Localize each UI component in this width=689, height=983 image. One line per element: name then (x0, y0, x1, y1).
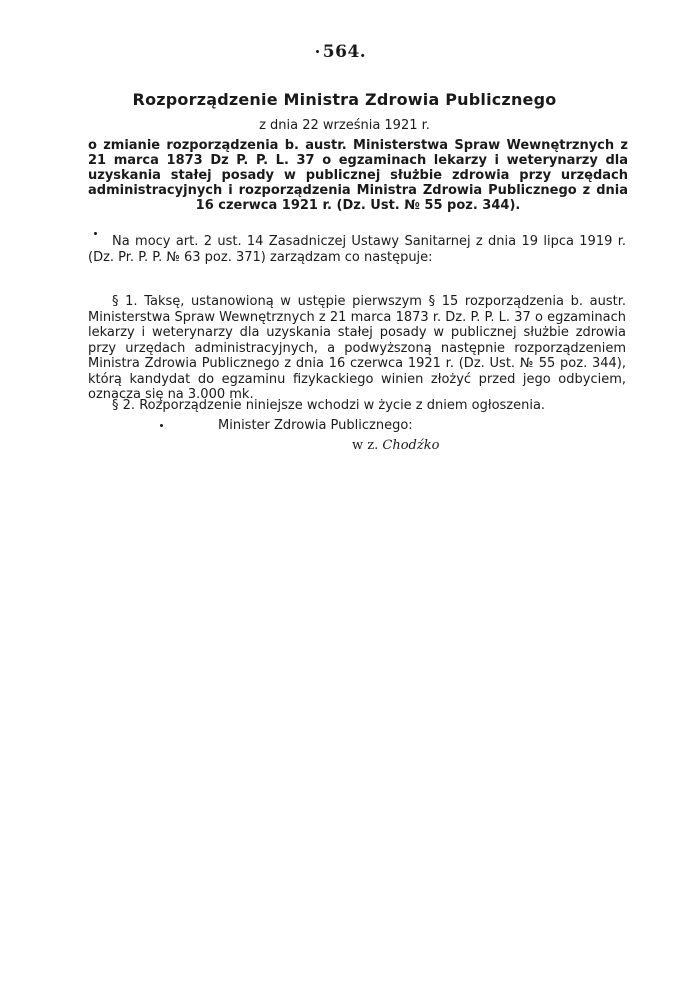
page-number: 564. (322, 42, 367, 62)
preamble-paragraph: Na mocy art. 2 ust. 14 Zasadniczej Ustawy Sanitarnej z dnia 19 lipca 1919 r. (Dz. Pr. P. P. № 63 poz. 371) zarządzam co następuje: (88, 234, 626, 265)
signature-prefix: w z. (352, 438, 379, 453)
signature-name: Chodźko (382, 438, 440, 453)
section-2 (88, 398, 626, 414)
section-text: Taksę, ustanowioną w ustępie pierwszym § 15 rozporządzenia b. austr. Ministerstwa Spraw Wewnętrznych z 21 marca 1873 r. Dz. P. P. L. 37 o egzaminach lekarzy i weterynarzy dla uzyskania stałej posady w publicznej służbie zdrowia przy urzędach administracyjnych, a podwyższoną następnie rozporządzeniem Ministra Zdrowia Publicznego z dnia 16 czerwca 1921 r. (Dz. Ust. № 55 poz. 344), którą kandydat do egzaminu fizykackiego winien złożyć przed jego odbyciem, oznacza się na 3.000 mk. (88, 294, 626, 402)
section-number: § 1. (112, 294, 138, 309)
ink-speck (160, 424, 163, 427)
section-number: § 2. (112, 398, 136, 413)
signature-block (352, 438, 439, 453)
signature-title: Minister Zdrowia Publicznego: (218, 418, 413, 433)
document-title: Rozporządzenie Ministra Zdrowia Publicznego (132, 90, 557, 109)
section-text: Rozporządzenie niniejsze wchodzi w życie z dniem ogłoszenia. (139, 398, 546, 413)
section-1 (88, 294, 626, 403)
document-date: z dnia 22 września 1921 r. (259, 118, 430, 133)
document-subject: o zmianie rozporządzenia b. austr. Ministerstwa Spraw Wewnętrznych z 21 marca 1873 Dz P. P. L. 37 o egzaminach lekarzy i weterynarzy dla uzyskania stałej posady w publicznej służbie zdrowia przy urzędach administracyjnych i rozporządzenia Ministra Zdrowia Publicznego z dnia 16 czerwca 1921 r. (Dz. Ust. № 55 poz. 344). (88, 138, 628, 213)
